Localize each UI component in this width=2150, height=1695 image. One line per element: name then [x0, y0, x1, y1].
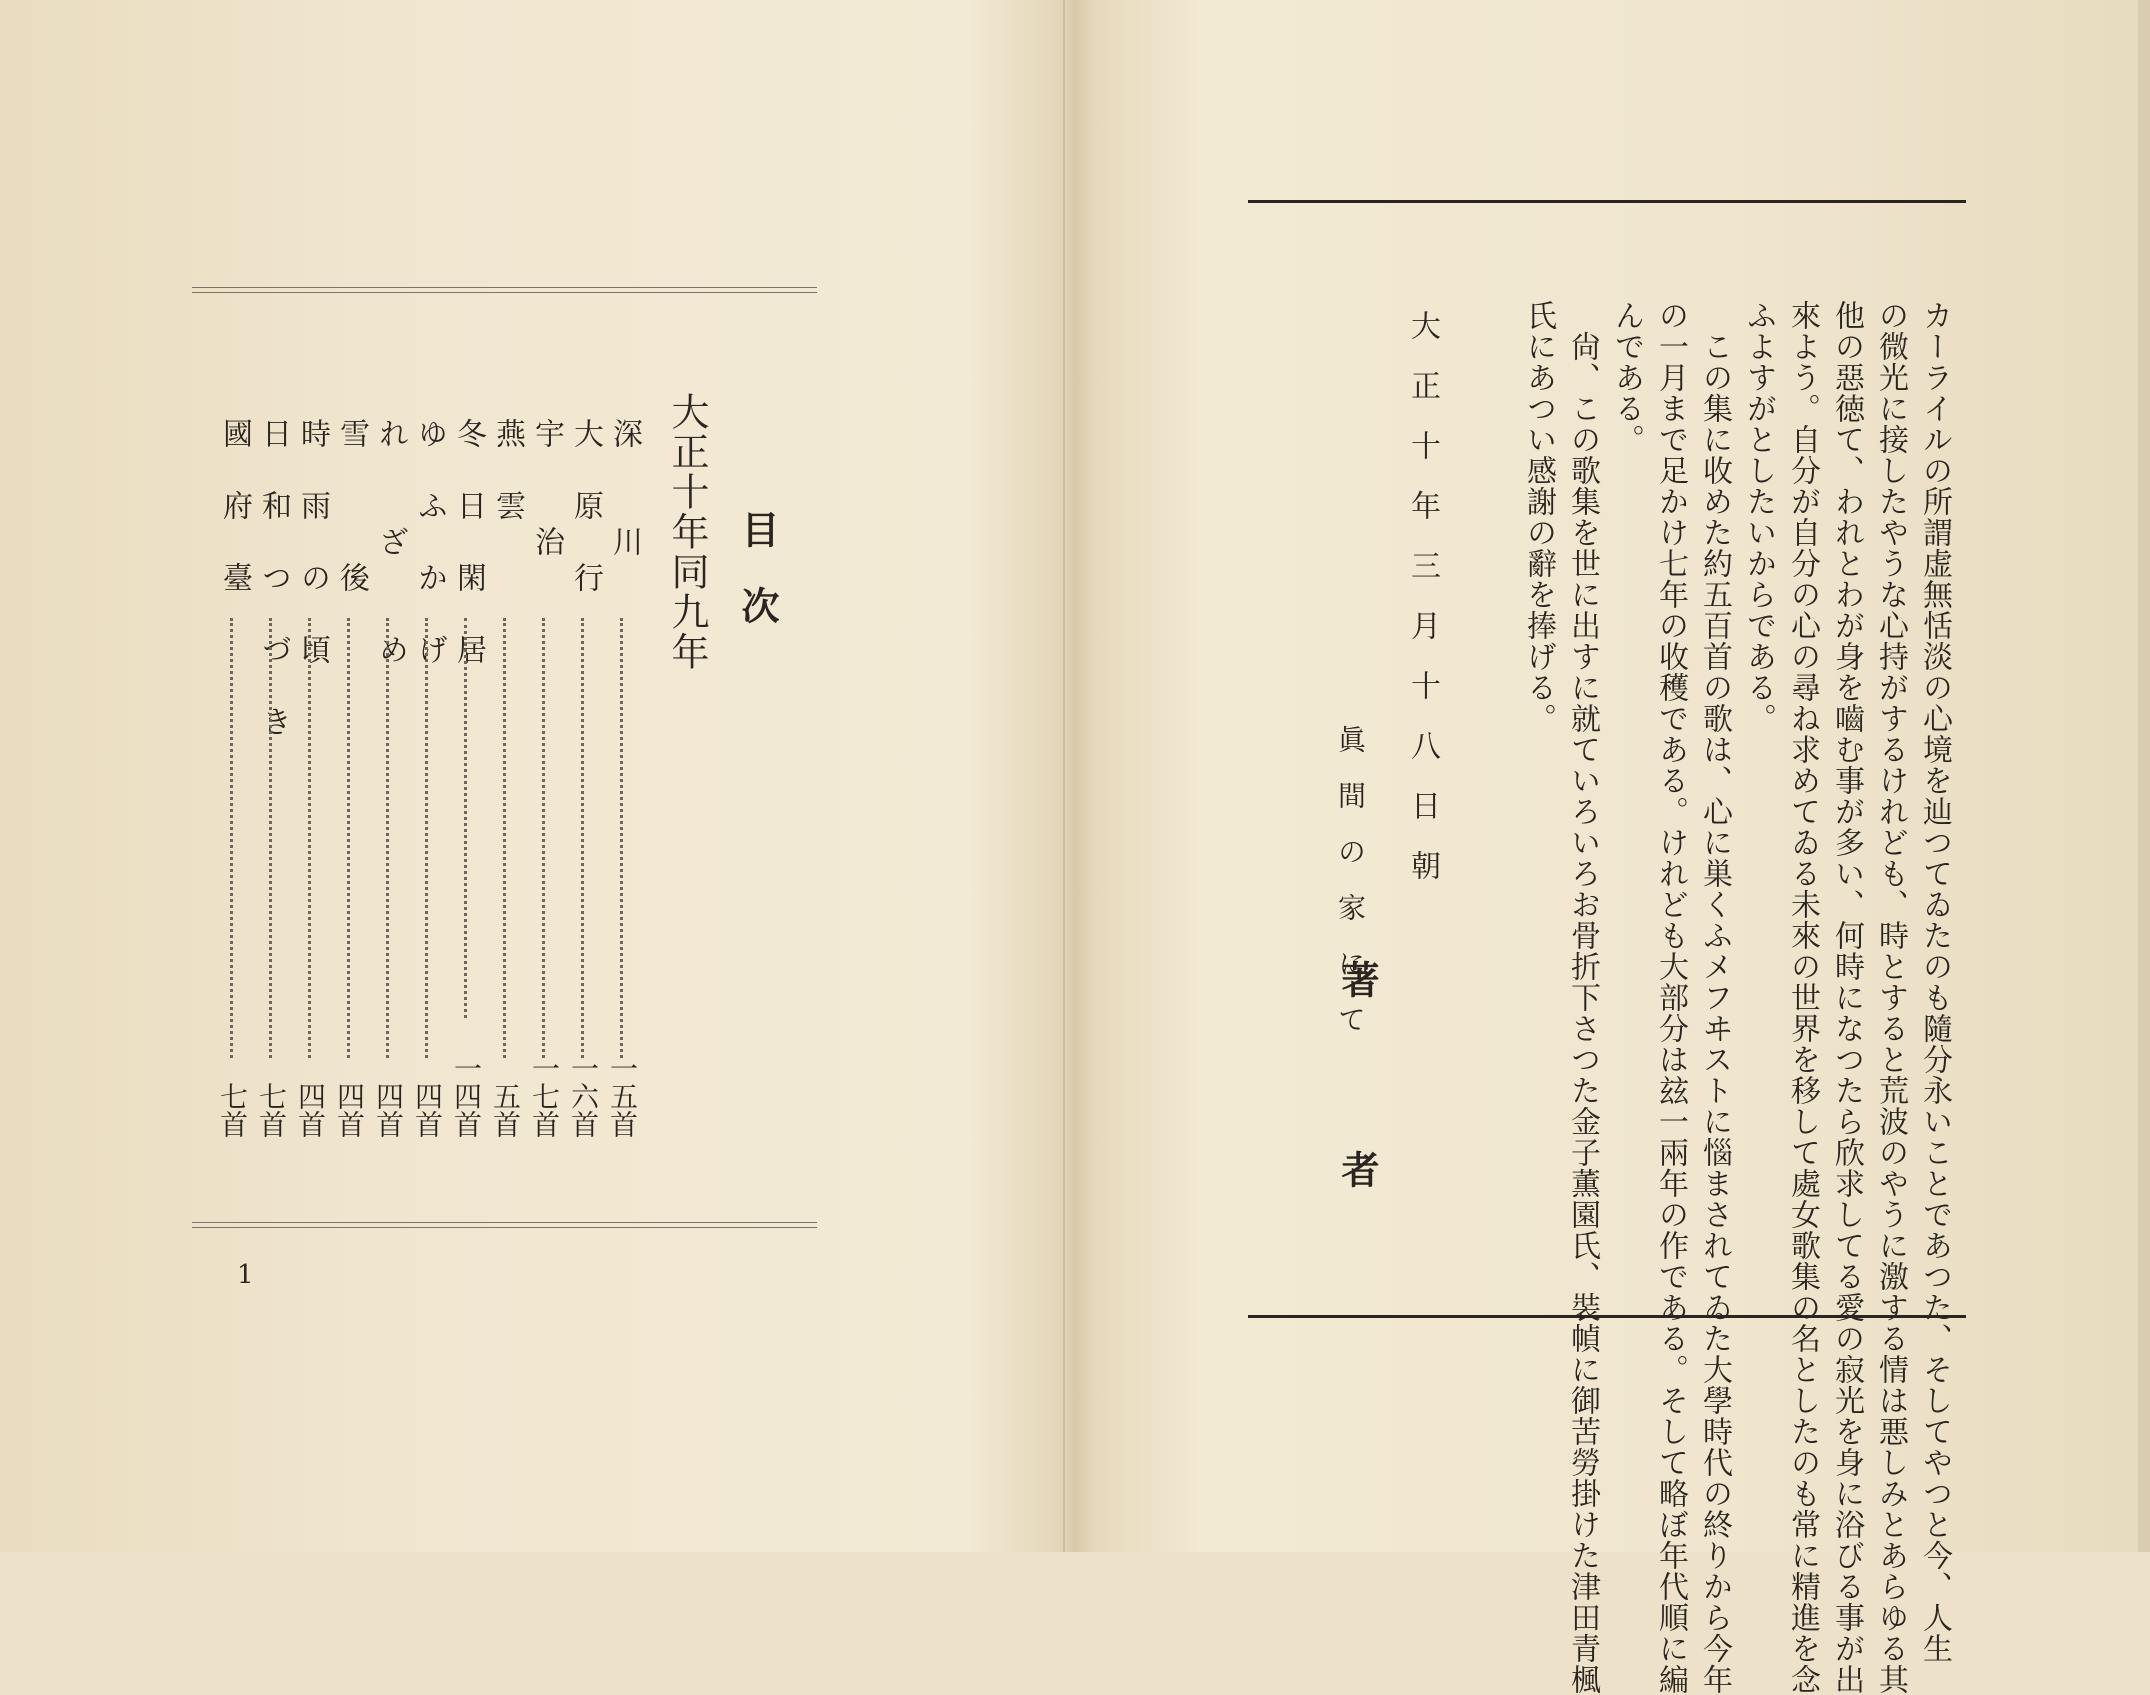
toc-entry-count: 五首 — [489, 1082, 522, 1138]
toc-leader — [620, 618, 623, 1058]
toc-entry-count: 七首 — [216, 1082, 249, 1138]
toc-entry-title: 大 原 行 — [568, 418, 603, 598]
toc-entry-title: 日 和 つ づ き — [256, 418, 291, 742]
toc-entry-title: 冬 日 閑 居 — [451, 418, 486, 670]
toc-entry-title: 雪 後 — [334, 418, 369, 598]
toc-entry-count: 七首 — [255, 1082, 288, 1138]
toc-entry-count: 一五首 — [606, 1054, 639, 1138]
toc-entry — [368, 418, 408, 1138]
toc-entry — [485, 418, 525, 1138]
toc-entry — [329, 418, 369, 1138]
preface-line: 氏にあつい感謝の辭を捧げる。 — [1521, 300, 1556, 734]
toc-top-rule — [192, 287, 817, 293]
toc-entry — [446, 418, 486, 1138]
toc-entry-title: 深 川 — [607, 418, 642, 562]
toc-leader — [269, 618, 272, 1058]
toc-leader — [503, 618, 506, 1058]
toc-entry-count: 一六首 — [567, 1054, 600, 1138]
toc-entry-title: ゆ ふ か げ — [412, 418, 447, 670]
preface-line: 他の惡徳て、われとわが身を嚙む事が多い、何時になつたら欣求してる愛の寂光を身に浴びる事が出 — [1829, 300, 1864, 1695]
toc-entry-count: 四首 — [333, 1082, 366, 1138]
preface-date: 大 正 十 年 三 月 十 八 日 朝 — [1405, 310, 1440, 880]
toc-leader — [308, 618, 311, 1058]
toc-bottom-rule — [192, 1222, 817, 1228]
page-number: 1 — [237, 1260, 254, 1290]
preface-author: 著 者 — [1335, 960, 1380, 1188]
toc-leader — [464, 618, 467, 1018]
preface-line: の一月まで足かけ七年の收穫である。けれども大部分は玆一兩年の作である。そして略ぼ年代順に編 — [1653, 300, 1688, 1695]
preface-line: んである。 — [1609, 300, 1644, 455]
preface-line: この集に收めた約五百首の歌は、心に巣くふメフヰストに惱まされてゐた大學時代の終りから今年 — [1697, 300, 1732, 1695]
toc-leader — [230, 618, 233, 1058]
toc-entry-title: れ ざ め — [373, 418, 408, 670]
toc-entry-title: 宇 治 — [529, 418, 564, 562]
toc-leader — [581, 618, 584, 1058]
toc-entry — [563, 418, 603, 1138]
preface-place: 眞 間 の 家 に て — [1334, 725, 1367, 1033]
toc-heading: 目 次 — [735, 510, 780, 624]
toc-entry — [212, 418, 252, 1138]
toc-leader — [542, 618, 545, 1058]
preface-line: 尙、この歌集を世に出すに就ていろいろお骨折下さつた金子薫園氏、裝幀に御苦勞掛けた津田青楓 — [1565, 300, 1600, 1695]
toc-entry-title: 時 雨 の 頃 — [295, 418, 330, 670]
toc-entry-title: 燕 雲 — [490, 418, 525, 526]
toc-entry — [524, 418, 564, 1138]
toc-entry-count: 一四首 — [450, 1054, 483, 1138]
page-edge — [2138, 0, 2150, 1552]
preface-line: 來よう。自分が自分の心の尋ね求めてゐる未來の世界を移して處女歌集の名としたのも常に精進を念 — [1785, 300, 1820, 1695]
toc-period: 大正十年同九年 — [665, 392, 709, 672]
toc-entry-count: 四首 — [411, 1082, 444, 1138]
toc-entry — [251, 418, 291, 1138]
preface-line: カーライルの所謂虚無恬淡の心境を辿つてゐたのも隨分永いことであつた、そしてやつと今、人生 — [1917, 300, 1952, 1664]
preface-top-rule — [1248, 200, 1966, 203]
toc-entry-count: 四首 — [372, 1082, 405, 1138]
toc-leader — [425, 618, 428, 1058]
toc-entry-count: 一七首 — [528, 1054, 561, 1138]
toc-leader — [347, 618, 350, 1058]
toc-entry — [407, 418, 447, 1138]
toc-leader — [386, 618, 389, 1058]
toc-entry — [290, 418, 330, 1138]
preface-line: の微光に接したやうな心持がするけれども、時とすると荒波のやうに激する情は悪しみとあらゆる其 — [1873, 300, 1908, 1695]
gutter — [1063, 0, 1065, 1552]
toc-entry-count: 四首 — [294, 1082, 327, 1138]
toc-entry-title: 國 府 臺 — [217, 418, 252, 598]
toc-entry — [602, 418, 642, 1138]
preface-line: ふよすがとしたいからである。 — [1741, 300, 1776, 734]
